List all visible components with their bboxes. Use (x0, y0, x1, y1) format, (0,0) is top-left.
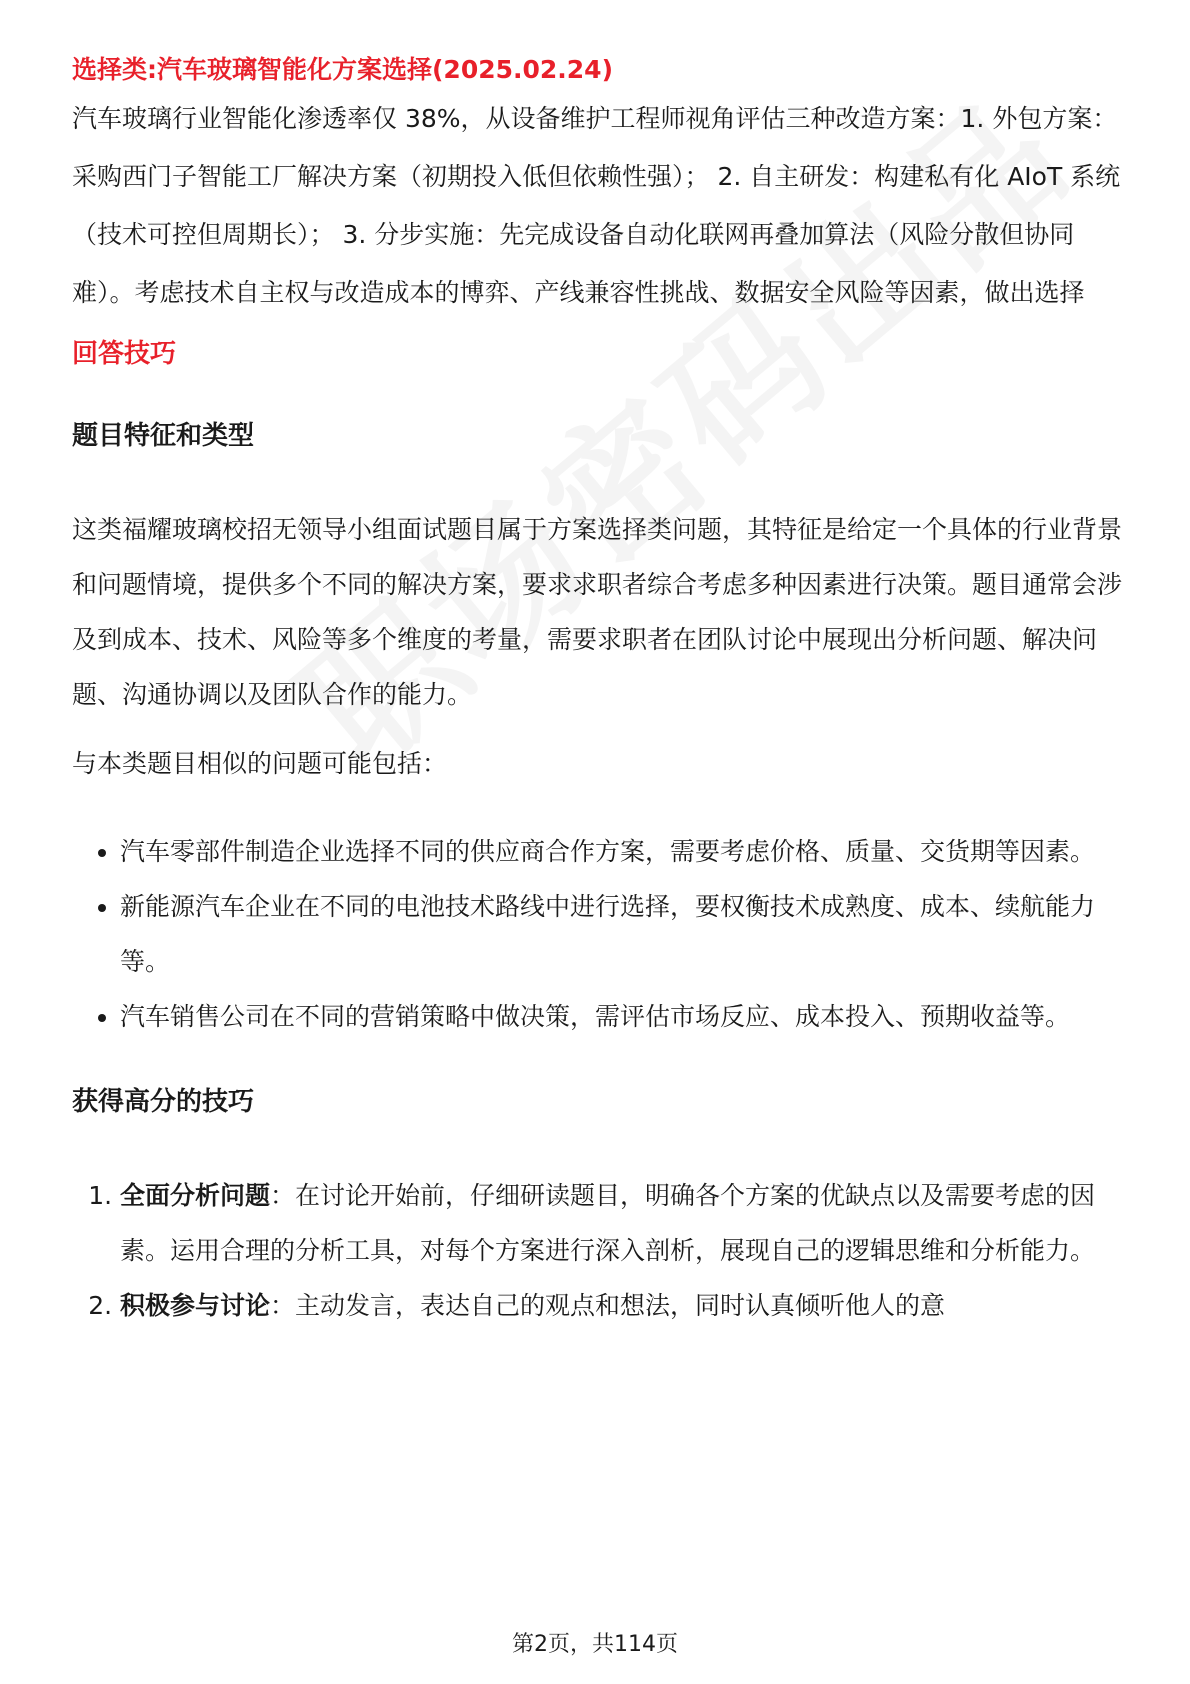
section-heading-features: 题目特征和类型 (72, 421, 255, 451)
list-item (120, 1278, 1122, 1333)
tip-title: 积极参与讨论 (120, 1291, 271, 1320)
similar-questions-list (72, 824, 1122, 1044)
list-item (120, 1168, 1122, 1278)
list-item: • 汽车零部件制造企业选择不同的供应商合作方案，需要考虑价格、质量、交货期等因素。 (120, 824, 1122, 879)
question-body: 汽车玻璃行业智能化渗透率仅 38%，从设备维护工程师视角评估三种改造方案：1. 外包方案：采购西门子智能工厂解决方案（初期投入低但依赖性强）； 2. 自主研发：构建私有化 AIoT 系统（技术可控但周期长）； 3. 分步实施：先完成设备自动化联网再叠加算法（风险分散但协同难）。考虑技术自主权与改造成本的博弈、产线兼容性挑战、数据安全风险等因素，做出选择 (72, 104, 1121, 307)
list-item: • 新能源汽车企业在不同的电池技术路线中进行选择，要权衡技术成熟度、成本、续航能力等。 (120, 879, 1122, 989)
similar-intro: 与本类题目相似的问题可能包括： (72, 749, 448, 778)
page-number: 第2页，共114页 (512, 1632, 678, 1657)
answer-tips-heading: 回答技巧 (72, 339, 177, 369)
tip-title: 全面分析问题 (120, 1181, 271, 1210)
features-paragraph: 这类福耀玻璃校招无领导小组面试题目属于方案选择类问题，其特征是给定一个具体的行业背景和问题情境，提供多个不同的解决方案，要求求职者综合考虑多种因素进行决策。题目通常会涉及到成本、技术、风险等多个维度的考量，需要求职者在团队讨论中展现出分析问题、解决问题、沟通协调以及团队合作的能力。 (72, 515, 1123, 709)
section-heading-tips: 获得高分的技巧 (72, 1087, 255, 1117)
tip-text: ：主动发言，表达自己的观点和想法，同时认真倾听他人的意 (270, 1291, 946, 1320)
list-item: • 汽车销售公司在不同的营销策略中做决策，需评估市场反应、成本投入、预期收益等。 (120, 989, 1122, 1044)
page-content (72, 50, 1122, 1333)
tip-text: ：在讨论开始前，仔细研读题目，明确各个方案的优缺点以及需要考虑的因素。运用合理的分析工具，对每个方案进行深入剖析，展现自己的逻辑思维和分析能力。 (120, 1181, 1096, 1265)
question-title: 选择类:汽车玻璃智能化方案选择(2025.02.24) (72, 55, 614, 84)
tips-list (72, 1168, 1122, 1333)
